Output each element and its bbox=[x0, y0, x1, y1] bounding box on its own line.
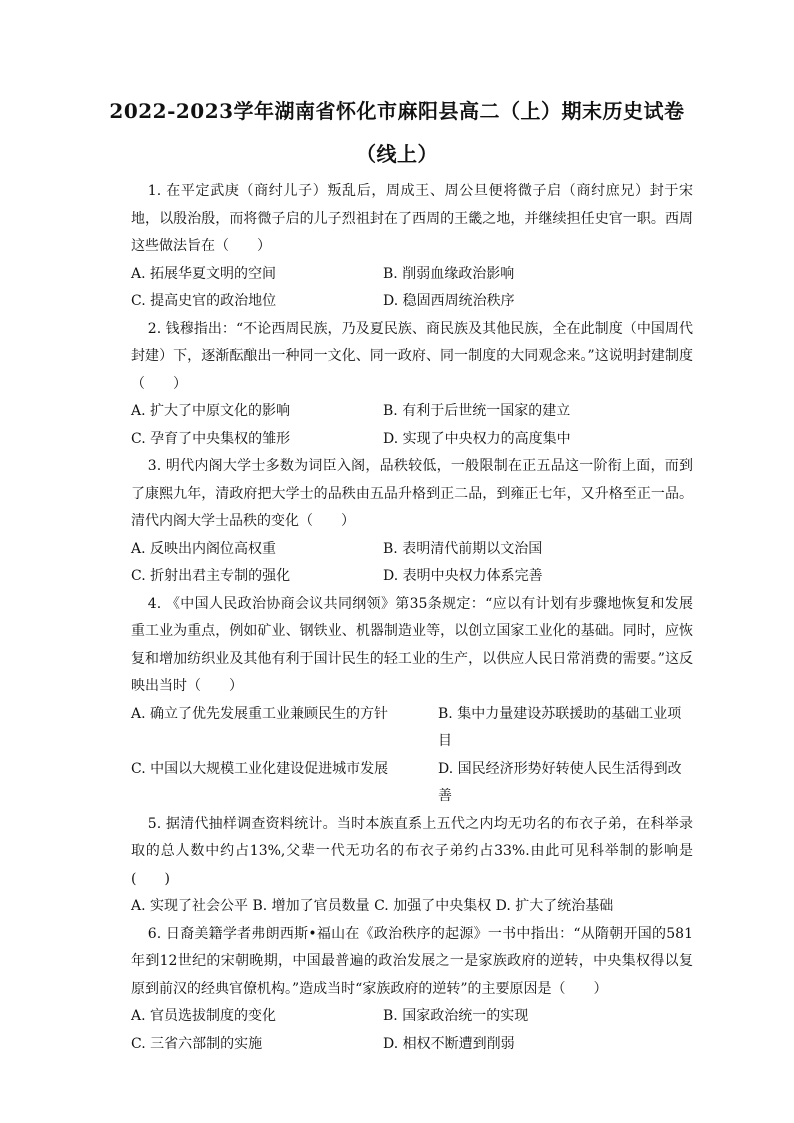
option-d[interactable]: D. 相权不断遭到削弱 bbox=[383, 1035, 515, 1052]
option-c[interactable]: C. 折射出君主专制的强化 bbox=[131, 568, 291, 584]
exam-subtitle: （线上） bbox=[356, 142, 438, 166]
option-grid bbox=[131, 701, 693, 811]
option-a[interactable]: A. 官员选拔制度的变化 bbox=[131, 1008, 277, 1024]
question-stem: 4. 《中国人民政治协商会议共同纲领》第35条规定：“应以有计划有步骤地恢复和发展重工业为重点，例如矿业、钢铁业、机器制造业等，以创立国家工业化的基础。同时，应恢复和增加纺织业及其他有利于国计民生的轻工业的生产，以供应人民日常消费的需要。”这反映出当时（ ） bbox=[131, 595, 693, 694]
question-list bbox=[131, 178, 693, 1058]
option-c[interactable]: C. 提高史官的政治地位 bbox=[131, 293, 277, 309]
option-a[interactable]: A. 反映出内阁位高权重 bbox=[131, 540, 277, 557]
option-a[interactable]: A. 扩大了中原文化的影响 bbox=[131, 403, 291, 419]
option-line[interactable]: A. 实现了社会公平 B. 增加了官员数量 C. 加强了中央集权 D. 扩大了统治基础 bbox=[131, 898, 614, 914]
option-a[interactable]: A. 确立了优先发展重工业兼顾民生的方针 bbox=[131, 705, 389, 722]
option-b[interactable]: B. 削弱血缘政治影响 bbox=[383, 265, 515, 282]
exam-title: 2022-2023学年湖南省怀化市麻阳县高二（上）期末历史试卷 bbox=[109, 99, 685, 123]
option-b[interactable]: B. 表明清代前期以文治国 bbox=[383, 540, 543, 557]
question-stem: 3. 明代内阁大学士多数为词臣入阁，品秩较低，一般限制在正五品这一阶衔上面，而到了康熙九年，清政府把大学士的品秩由五品升格到正二品，到雍正七年，又升格至正一品。清代内阁大学士品秩的变化（ ） bbox=[131, 458, 693, 529]
option-c[interactable]: C. 孕育了中央集权的雏形 bbox=[131, 430, 291, 447]
option-grid bbox=[131, 536, 693, 591]
option-c[interactable]: C. 中国以大规模工业化建设促进城市发展 bbox=[131, 760, 389, 777]
option-d[interactable]: D. 国民经济形势好转使人民生活得到改善 bbox=[438, 760, 682, 804]
option-d[interactable]: D. 稳固西周统治秩序 bbox=[383, 293, 515, 309]
option-c[interactable]: C. 三省六部制的实施 bbox=[131, 1035, 263, 1052]
option-b[interactable]: B. 集中力量建设苏联援助的基础工业项目 bbox=[438, 705, 682, 749]
question-stem: 5. 据清代抽样调查资料统计。当时本族直系上五代之内均无功名的布衣子弟，在科举录取的总人数中约占13%,父辈一代无功名的布衣子弟约占33%.由此可见科举制的影响是( ) bbox=[131, 815, 693, 887]
question-3 bbox=[131, 453, 693, 591]
question-5 bbox=[131, 811, 693, 921]
question-2 bbox=[131, 316, 693, 454]
option-grid bbox=[131, 398, 693, 453]
question-stem: 6. 日裔美籍学者弗朗西斯•福山在《政治秩序的起源》一书中指出：“从隋朝开国的581年到12世纪的宋朝晚期，中国最普遍的政治发展之一是家族政府的逆转，中央集权得以复原到前汉的经典官僚机构。”造成当时“家族政府的逆转”的主要原因是（ ） bbox=[131, 925, 693, 997]
question-4 bbox=[131, 591, 693, 811]
option-d[interactable]: D. 表明中央权力体系完善 bbox=[383, 568, 543, 584]
option-d[interactable]: D. 实现了中央权力的高度集中 bbox=[383, 430, 571, 447]
option-a[interactable]: A. 拓展华夏文明的空间 bbox=[131, 265, 277, 282]
option-grid bbox=[131, 1003, 693, 1058]
question-1 bbox=[131, 178, 693, 316]
question-6 bbox=[131, 921, 693, 1059]
option-b[interactable]: B. 有利于后世统一国家的建立 bbox=[383, 403, 571, 419]
option-b[interactable]: B. 国家政治统一的实现 bbox=[383, 1008, 529, 1024]
question-stem: 2. 钱穆指出：“不论西周民族，乃及夏民族、商民族及其他民族，全在此制度（中国周代封建）下，逐渐酝酿出一种同一文化、同一政府、同一制度的大同观念来。”这说明封建制度（ ） bbox=[131, 320, 693, 392]
question-stem: 1. 在平定武庚（商纣儿子）叛乱后，周成王、周公旦便将微子启（商纣庶兄）封于宋地，以殷治殷，而将微子启的儿子烈祖封在了西周的王畿之地，并继续担任史官一职。西周这些做法旨在（ ） bbox=[131, 183, 693, 254]
option-grid bbox=[131, 261, 693, 316]
